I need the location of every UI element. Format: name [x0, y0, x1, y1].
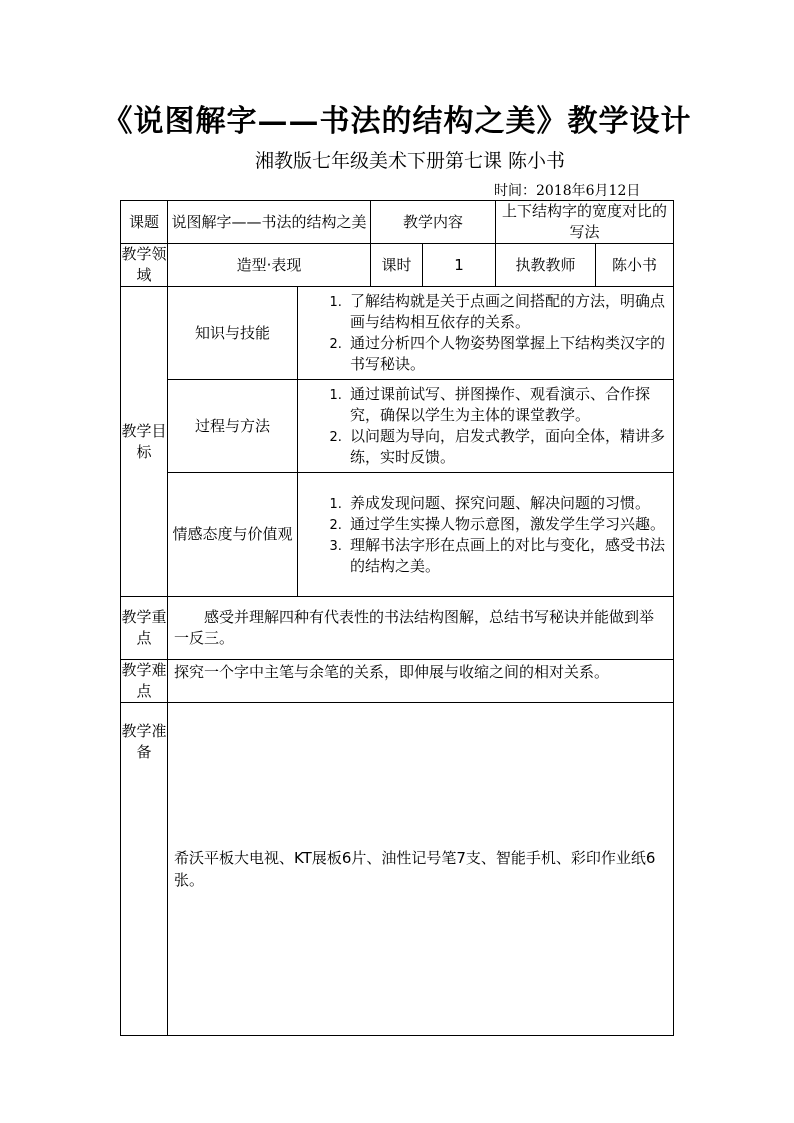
key-points-label: 教学重点 [121, 597, 168, 660]
objectives-label: 教学目标 [121, 287, 168, 597]
objective-row-knowledge [121, 287, 674, 380]
preparation-cell [168, 703, 674, 1036]
objective-row-process [121, 380, 674, 473]
preparation-label: 教学准备 [121, 703, 168, 1036]
content-label: 教学内容 [371, 201, 496, 244]
topic-label: 课题 [121, 201, 168, 244]
objective-item: 3. 理解书法字形在点画上的对比与变化，感受书法的结构之美。 [346, 535, 665, 577]
objective-process-items [298, 380, 674, 473]
subtitle: 湘教版七年级美术下册第七课 陈小书 [255, 150, 566, 172]
topic-value: 说图解字——书法的结构之美 [168, 201, 371, 244]
lesson-plan-table [120, 200, 674, 1036]
objective-item: 1. 养成发现问题、探究问题、解决问题的习惯。 [346, 493, 665, 514]
difficulties-row [121, 660, 674, 703]
objective-attitude-label: 情感态度与价值观 [168, 473, 298, 597]
key-points-row [121, 597, 674, 660]
objective-item: 2. 通过分析四个人物姿势图掌握上下结构类汉字的书写秘诀。 [346, 333, 665, 375]
key-points-text: 感受并理解四种有代表性的书法结构图解，总结书写秘诀并能做到举一反三。 [168, 597, 674, 660]
objective-row-attitude [121, 473, 674, 597]
domain-label: 教学领域 [121, 244, 168, 287]
objective-item: 2. 以问题为导向，启发式教学，面向全体，精讲多练，实时反馈。 [346, 426, 665, 468]
domain-value: 造型·表现 [168, 244, 371, 287]
hours-value: 1 [423, 244, 496, 287]
teacher-label: 执教教师 [496, 244, 596, 287]
objective-item: 1. 通过课前试写、拼图操作、观看演示、合作探究，确保以学生为主体的课堂教学。 [346, 384, 665, 426]
lesson-date: 时间：2018年6月12日 [494, 183, 641, 199]
objective-item: 1. 了解结构就是关于点画之间搭配的方法，明确点画与结构相互依存的关系。 [346, 291, 665, 333]
difficulties-label: 教学难点 [121, 660, 168, 703]
hours-label: 课时 [371, 244, 423, 287]
objective-knowledge-label: 知识与技能 [168, 287, 298, 380]
objective-knowledge-items [298, 287, 674, 380]
teacher-value: 陈小书 [596, 244, 674, 287]
preparation-text: 希沃平板大电视、KT展板6片、油性记号笔7支、智能手机、彩印作业纸6张。 [174, 849, 656, 889]
page-title: 《说图解字——书法的结构之美》教学设计 [102, 104, 692, 139]
objective-process-label: 过程与方法 [168, 380, 298, 473]
content-value: 上下结构字的宽度对比的写法 [496, 201, 674, 244]
objective-attitude-items [298, 473, 674, 597]
objective-item: 2. 通过学生实操人物示意图，激发学生学习兴趣。 [346, 514, 665, 535]
domain-row [121, 244, 674, 287]
topic-row [121, 201, 674, 244]
preparation-row [121, 703, 674, 1036]
difficulties-text: 探究一个字中主笔与余笔的关系，即伸展与收缩之间的相对关系。 [168, 660, 674, 703]
